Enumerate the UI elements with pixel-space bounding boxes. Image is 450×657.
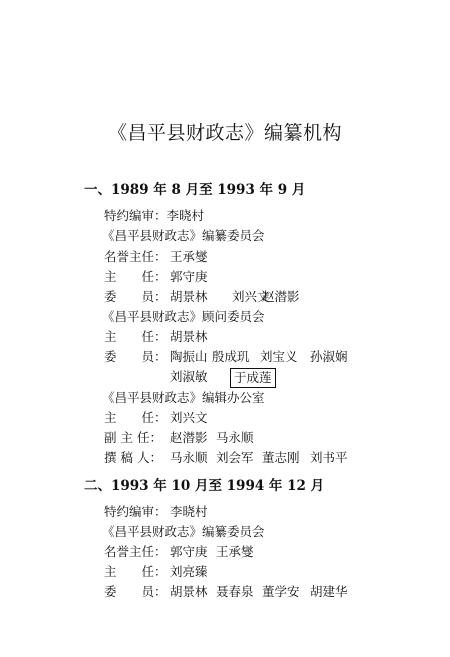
person-name: 胡景林 xyxy=(170,289,208,304)
entry-label: 名誉主任： xyxy=(104,544,167,559)
page-title: 《昌平县财政志》编纂机构 xyxy=(107,122,342,144)
section-heading-1: 一、1989 年 8 月至 1993 年 9 月 xyxy=(84,182,306,198)
entry-label: 特约编审：李晓村 xyxy=(104,208,205,223)
person-name: 刘宝义 xyxy=(260,349,298,364)
entry-label: 特约编审： xyxy=(104,504,167,519)
entry-label: 主 任： xyxy=(104,329,167,344)
person-name: 郭守庚 xyxy=(170,544,208,559)
person-name: 王承燮 xyxy=(216,544,254,559)
section-heading-2: 二、1993 年 10 月至 1994 年 12 月 xyxy=(84,478,325,494)
person-name: 刘会军 xyxy=(216,450,254,465)
entry-label: 名誉主任： xyxy=(104,249,167,264)
person-name: 刘淑敏 xyxy=(170,369,208,384)
person-name: 董志刚 xyxy=(262,450,300,465)
entry-label: 委 员： xyxy=(104,289,167,304)
person-name: 陶振山 xyxy=(170,349,208,364)
entry-label: 委 员： xyxy=(104,349,167,364)
person-name: 郭守庚 xyxy=(170,269,208,284)
person-name: 胡景林 xyxy=(170,584,208,599)
entry-label: 撰 稿 人： xyxy=(104,450,162,465)
entry-label: 主 任： xyxy=(104,410,167,425)
person-name: 刘兴文 xyxy=(170,410,208,425)
committee-heading: 《昌平县财政志》编纂委员会 xyxy=(102,524,265,539)
person-name: 胡景林 xyxy=(170,329,208,344)
person-name: 殷成玑 xyxy=(212,349,250,364)
person-name: 王承燮 xyxy=(170,249,208,264)
person-name: 李晓村 xyxy=(170,504,208,519)
entry-label: 主 任： xyxy=(104,564,167,579)
person-name: 赵潜影 xyxy=(262,289,300,304)
committee-heading: 《昌平县财政志》编纂委员会 xyxy=(102,228,265,243)
boxed-person-name: 于成莲 xyxy=(230,368,276,388)
person-name: 刘亮臻 xyxy=(170,564,208,579)
person-name: 孙淑娴 xyxy=(310,349,348,364)
person-name: 刘兴文 xyxy=(232,289,270,304)
committee-heading: 《昌平县财政志》顾问委员会 xyxy=(102,309,265,324)
entry-label: 委 员： xyxy=(104,584,167,599)
person-name: 胡建华 xyxy=(310,584,348,599)
person-name: 董学安 xyxy=(262,584,300,599)
person-name: 马永顺 xyxy=(170,450,208,465)
person-name: 马永顺 xyxy=(216,430,254,445)
person-name: 聂春泉 xyxy=(216,584,254,599)
entry-label: 副 主 任： xyxy=(104,430,162,445)
committee-heading: 《昌平县财政志》编辑办公室 xyxy=(102,390,265,405)
person-name: 赵潜影 xyxy=(170,430,208,445)
person-name: 刘书平 xyxy=(310,450,348,465)
entry-label: 主 任： xyxy=(104,269,167,284)
